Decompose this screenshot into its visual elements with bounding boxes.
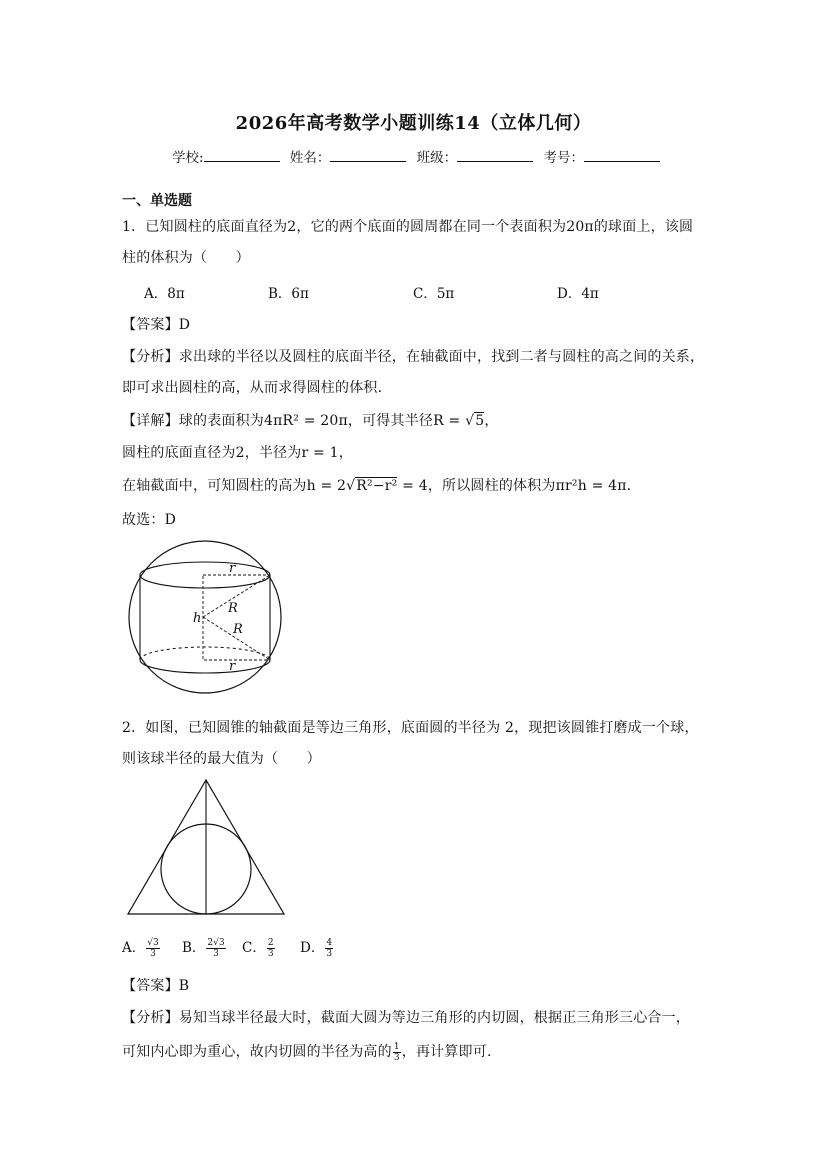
name-label: 姓名：	[289, 150, 331, 166]
denominator: 3	[150, 949, 156, 959]
q1-figure-cylinder-in-sphere	[125, 538, 285, 698]
q1-detail3-text: 在轴截面中，可知圆柱的高为h = 2	[122, 478, 347, 494]
q1-detail1-radicand: 5	[475, 413, 485, 429]
q1-detail3-radicand: R²−r²	[356, 478, 398, 494]
label-h: h	[193, 611, 202, 626]
q2-option-b	[182, 936, 227, 959]
q2-analysis-line1: 【分析】易知当球半径最大时，截面大圆为等边三角形的内切圆，根据正三角形三心合一，	[122, 1010, 690, 1026]
cylinder-bottom-back	[140, 647, 270, 660]
q2-option-c-letter: C．	[242, 940, 266, 956]
q2-option-d-letter: D．	[300, 940, 325, 956]
q1-detail1-text: 【详解】球的表面积为4πR² = 20π，可得其半径R =	[122, 413, 466, 429]
q2-option-b-letter: B．	[182, 940, 206, 956]
denominator: 3	[326, 949, 333, 959]
exam-no-blank[interactable]	[584, 148, 660, 162]
sqrt-sign: √	[346, 478, 356, 494]
label-R-upper: R	[228, 601, 238, 616]
q1-analysis-line1: 【分析】求出球的半径以及圆柱的底面半径，在轴截面中，找到二者与圆柱的高之间的关系，	[122, 349, 705, 365]
q2-option-c	[242, 936, 276, 959]
q2-figure-cone-inscribed-sphere	[125, 778, 287, 918]
q1-detail-line1	[122, 410, 499, 430]
class-label: 班级：	[416, 150, 458, 166]
q1-detail3-tail: = 4，所以圆柱的体积为πr²h = 4π.	[397, 478, 632, 494]
fraction	[206, 938, 225, 959]
q1-detail-line3	[122, 475, 631, 495]
q1-stem-line1: 1．已知圆柱的底面直径为2，它的两个底面的圆周都在同一个表面积为20π的球面上，该圆	[122, 219, 694, 235]
exam-no-label: 考号：	[543, 150, 584, 166]
cylinder-bottom-front	[140, 660, 270, 673]
q2-answer: 【答案】B	[122, 978, 190, 994]
sphere-outline	[129, 541, 281, 693]
numerator: 2√3	[207, 938, 225, 948]
label-r-bottom: r	[229, 659, 236, 674]
q1-stem-line2: 柱的体积为（ ）	[122, 250, 250, 266]
numerator: √3	[147, 938, 159, 948]
q1-option-a: A．8π	[144, 286, 185, 302]
q2-analysis2-tail: ，再计算即可.	[401, 1044, 492, 1060]
numerator: 2	[267, 938, 274, 948]
label-r-top: r	[229, 561, 236, 576]
q2-option-a	[122, 936, 161, 959]
fraction	[325, 938, 333, 959]
section-heading: 一、单选题	[122, 193, 192, 209]
school-blank[interactable]	[204, 148, 280, 162]
denominator: 3	[267, 949, 274, 959]
q2-option-a-letter: A．	[122, 940, 146, 956]
q1-option-d: D．4π	[557, 286, 599, 302]
q2-analysis-line2	[122, 1041, 492, 1063]
q1-detail-line2: 圆柱的底面直径为2，半径为r = 1，	[122, 445, 353, 461]
class-blank[interactable]	[457, 148, 533, 162]
q1-option-c: C．5π	[413, 286, 455, 302]
denominator: 3	[393, 1052, 400, 1063]
denominator: 3	[213, 949, 219, 959]
q1-detail1-tail: ，	[484, 413, 499, 429]
fraction	[146, 938, 159, 959]
fraction	[267, 938, 275, 959]
q1-analysis-line2: 即可求出圆柱的高，从而求得圆柱的体积.	[122, 380, 383, 396]
name-blank[interactable]	[330, 148, 406, 162]
label-R-lower: R	[233, 622, 243, 637]
sqrt-sign: √	[465, 413, 475, 429]
q1-answer: 【答案】D	[122, 317, 191, 333]
student-info-row	[172, 146, 666, 166]
q1-choose: 故选：D	[122, 512, 177, 528]
numerator: 4	[326, 938, 333, 948]
q1-option-b: B．6π	[268, 286, 309, 302]
q2-stem-line2: 则该球半径的最大值为（ ）	[122, 751, 321, 767]
q2-stem-line1: 2．如图，已知圆锥的轴截面是等边三角形，底面圆的半径为 2，现把该圆锥打磨成一个球，	[122, 720, 699, 736]
page-title: 2026年高考数学小题训练14（立体几何）	[235, 113, 592, 134]
q2-option-d	[300, 936, 334, 959]
school-label: 学校:	[172, 150, 204, 166]
numerator: 1	[393, 1041, 400, 1052]
fraction-one-third	[393, 1042, 401, 1063]
q2-analysis2-text: 可知内心即为重心，故内切圆的半径为高的	[122, 1044, 392, 1060]
